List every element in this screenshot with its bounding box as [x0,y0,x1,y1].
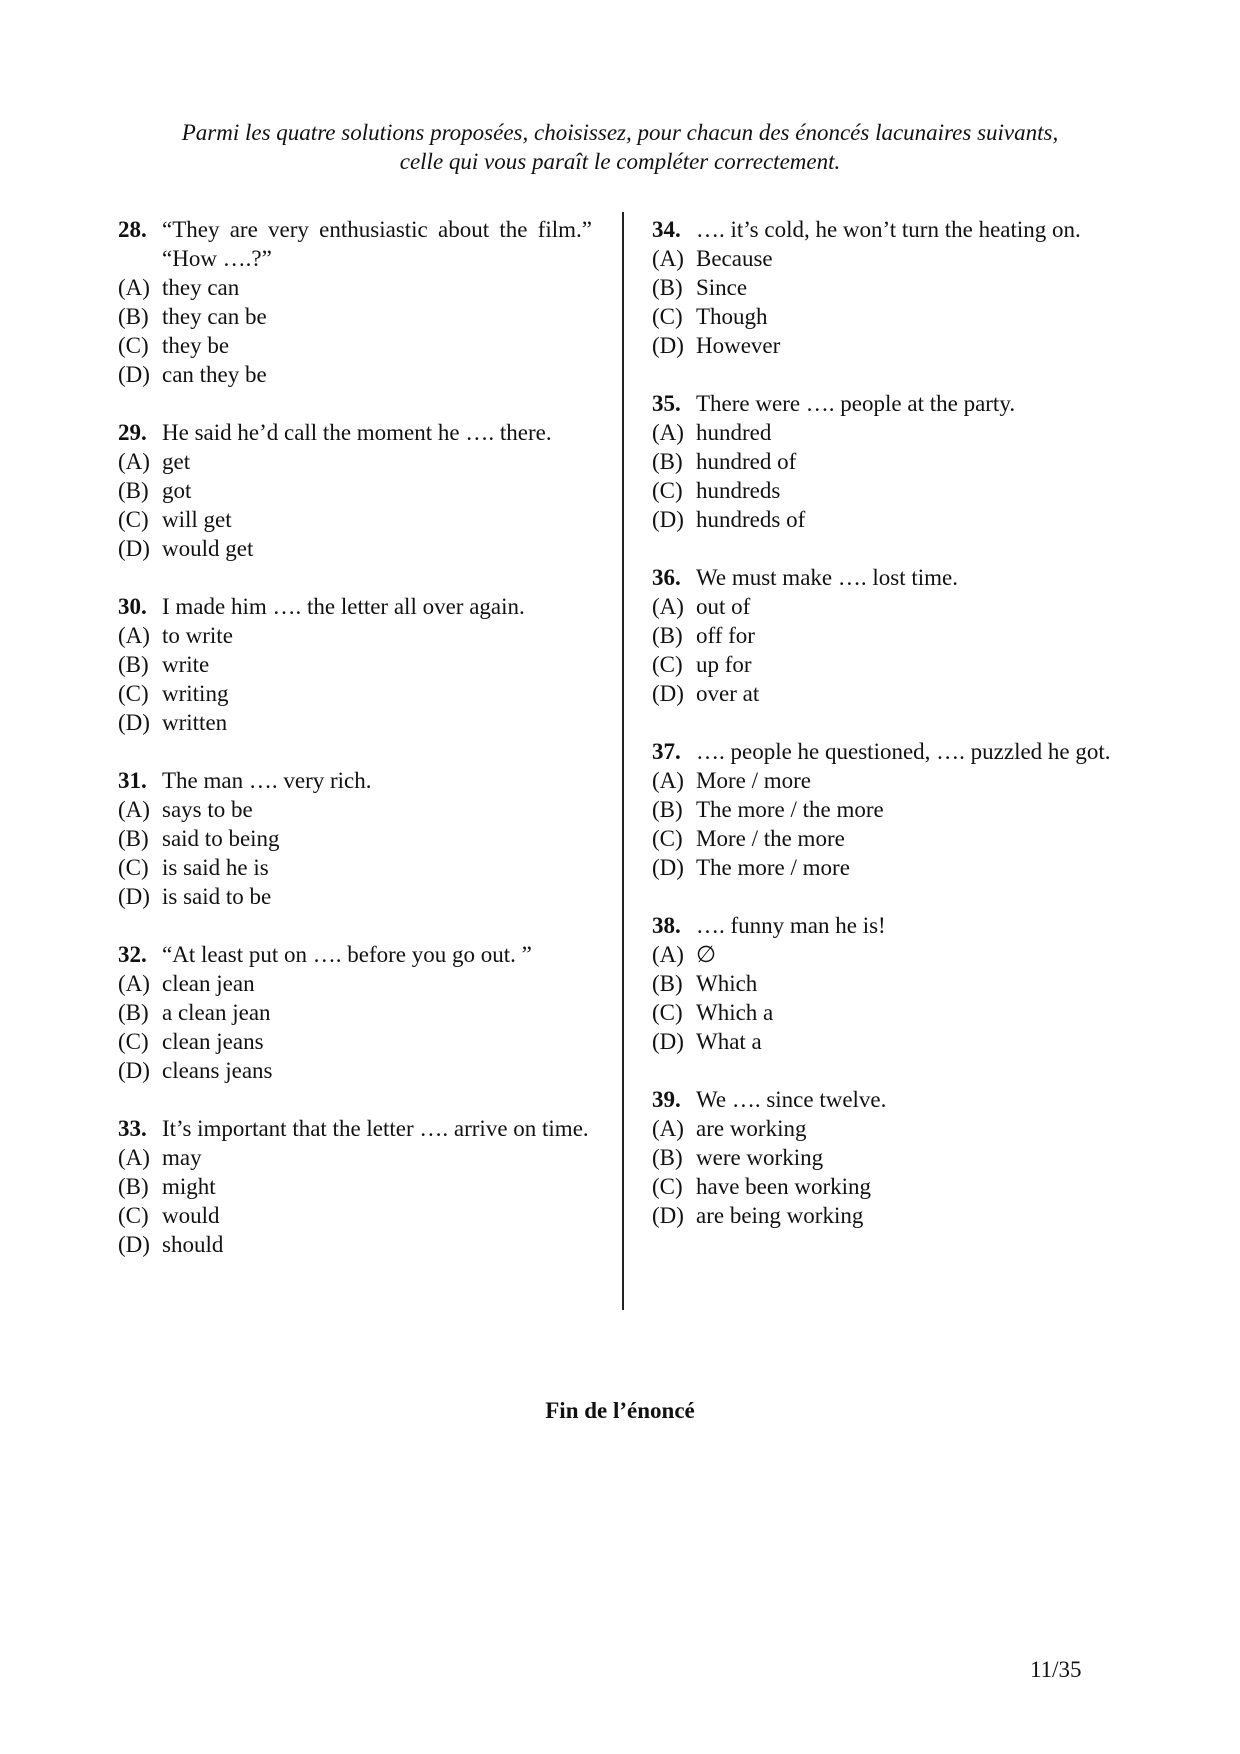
question-stem [118,1114,592,1143]
option-letter: (B) [118,478,149,503]
question-number: 30. [118,594,147,619]
option-text: Which [696,971,758,996]
instructions [0,118,1240,176]
question-39 [652,1085,1128,1230]
question-text: …. funny man he is! [696,913,886,938]
option-text: have been working [696,1174,871,1199]
option-letter: (C) [652,1174,683,1199]
option-letter: (A) [652,942,684,967]
question-29 [118,418,592,563]
option-text: should [162,1232,224,1257]
option-text: got [162,478,192,503]
question-number: 39. [652,1087,681,1112]
option-b [118,1172,592,1201]
option-b [118,302,592,331]
option-c [118,505,592,534]
option-text: The more / more [696,855,850,880]
option-text: are working [696,1116,807,1141]
option-text: clean jean [162,971,255,996]
question-stem [118,418,592,447]
option-letter: (B) [118,1174,149,1199]
option-text: write [162,652,210,677]
instructions-line-1: Parmi les quatre solutions proposées, choisissez, pour chacun des énoncés lacunaires suivants, [181,120,1059,145]
option-text: cleans jeans [162,1058,273,1083]
option-letter: (B) [118,826,149,851]
option-text: will get [162,507,232,532]
question-36 [652,563,1128,708]
option-letter: (B) [652,449,683,474]
option-letter: (C) [118,681,149,706]
option-text: hundreds [696,478,781,503]
option-a [652,1114,1128,1143]
question-text: It’s important that the letter …. arrive on time. [162,1116,589,1141]
question-number: 29. [118,420,147,445]
option-letter: (A) [118,623,150,648]
question-stem [652,1085,1128,1114]
option-letter: (A) [652,1116,684,1141]
option-letter: (D) [652,681,684,706]
option-text: Because [696,246,773,271]
option-text: More / the more [696,826,845,851]
option-text: they be [162,333,230,358]
option-text: get [162,449,191,474]
end-of-statement: Fin de l’énoncé [545,1398,695,1423]
column-divider [622,212,624,1310]
question-37 [652,737,1128,882]
option-letter: (C) [652,478,683,503]
option-letter: (A) [652,768,684,793]
question-text: “They are very enthusiastic about the film.” “How ….?” [162,217,592,271]
option-letter: (B) [118,1000,149,1025]
option-letter: (C) [118,1203,149,1228]
question-number: 32. [118,942,147,967]
option-text: they can be [162,304,267,329]
option-text: would get [162,536,254,561]
option-c [652,650,1128,679]
option-letter: (D) [652,855,684,880]
option-letter: (D) [118,1232,150,1257]
question-31 [118,766,592,911]
option-letter: (A) [652,420,684,445]
right-column [652,215,1128,1259]
option-d [118,1230,592,1259]
option-letter: (C) [652,652,683,677]
option-d [652,505,1128,534]
question-text: I made him …. the letter all over again. [162,594,525,619]
option-letter: (B) [652,623,683,648]
question-stem [652,737,1128,766]
option-text: said to being [162,826,280,851]
question-stem [652,911,1128,940]
option-d [118,1056,592,1085]
option-text: written [162,710,228,735]
question-number: 34. [652,217,681,242]
option-letter: (D) [652,333,684,358]
option-text: over at [696,681,760,706]
option-letter: (D) [652,1029,684,1054]
option-letter: (B) [652,275,683,300]
question-stem [652,389,1128,418]
option-text: off for [696,623,755,648]
question-number: 31. [118,768,147,793]
option-c [118,1027,592,1056]
option-c [118,331,592,360]
question-38 [652,911,1128,1056]
option-letter: (A) [118,1145,150,1170]
question-number: 38. [652,913,681,938]
option-letter: (C) [118,507,149,532]
question-35 [652,389,1128,534]
question-number: 37. [652,739,681,764]
option-text: hundred of [696,449,797,474]
option-a [652,418,1128,447]
option-letter: (C) [118,333,149,358]
option-text: they can [162,275,240,300]
option-letter: (A) [118,971,150,996]
option-a [118,1143,592,1172]
option-a [118,969,592,998]
option-b [652,273,1128,302]
option-text: were working [696,1145,824,1170]
question-text: …. people he questioned, …. puzzled he got. [696,739,1111,764]
option-text: to write [162,623,233,648]
option-letter: (C) [652,304,683,329]
option-text: can they be [162,362,267,387]
option-b [118,998,592,1027]
option-b [652,969,1128,998]
option-letter: (D) [118,884,150,909]
option-letter: (B) [118,304,149,329]
option-d [652,1201,1128,1230]
option-a [652,940,1128,969]
option-a [118,273,592,302]
option-d [652,853,1128,882]
option-text: However [696,333,781,358]
question-number: 33. [118,1116,147,1141]
empty-set-symbol: ∅ [696,942,717,967]
option-text: says to be [162,797,253,822]
option-letter: (B) [652,1145,683,1170]
option-c [652,302,1128,331]
question-stem [118,766,592,795]
option-c [652,824,1128,853]
question-stem [118,592,592,621]
option-letter: (D) [652,507,684,532]
option-c [118,853,592,882]
option-letter: (A) [652,594,684,619]
question-28 [118,215,592,389]
option-c [118,1201,592,1230]
option-letter: (B) [118,652,149,677]
option-text: hundreds of [696,507,806,532]
option-text: are being working [696,1203,864,1228]
option-a [652,244,1128,273]
option-text: is said to be [162,884,272,909]
option-c [652,476,1128,505]
option-c [652,1172,1128,1201]
question-stem [652,215,1128,244]
left-column [118,215,592,1288]
option-text: Which a [696,1000,774,1025]
option-letter: (D) [118,536,150,561]
option-text: The more / the more [696,797,884,822]
option-letter: (D) [652,1203,684,1228]
option-text: hundred [696,420,772,445]
option-b [652,1143,1128,1172]
option-c [652,998,1128,1027]
question-text: We must make …. lost time. [696,565,958,590]
option-text: Since [696,275,748,300]
option-a [118,795,592,824]
option-b [652,795,1128,824]
option-d [118,360,592,389]
option-text: clean jeans [162,1029,264,1054]
option-a [652,766,1128,795]
option-d [652,1027,1128,1056]
question-stem [118,940,592,969]
option-letter: (A) [118,275,150,300]
option-letter: (C) [652,1000,683,1025]
question-30 [118,592,592,737]
option-b [652,621,1128,650]
option-b [118,824,592,853]
option-d [118,882,592,911]
question-number: 35. [652,391,681,416]
option-letter: (C) [118,855,149,880]
option-text: might [162,1174,216,1199]
option-letter: (D) [118,710,150,735]
option-text: out of [696,594,751,619]
question-34 [652,215,1128,360]
question-stem [652,563,1128,592]
instructions-line-2: celle qui vous paraît le compléter correctement. [399,149,841,174]
option-letter: (B) [652,971,683,996]
option-a [118,447,592,476]
option-letter: (C) [118,1029,149,1054]
option-text: up for [696,652,752,677]
option-letter: (D) [118,362,150,387]
option-text: a clean jean [162,1000,271,1025]
question-text: There were …. people at the party. [696,391,1016,416]
option-b [118,476,592,505]
option-b [652,447,1128,476]
option-d [652,679,1128,708]
option-text: What a [696,1029,762,1054]
option-letter: (B) [652,797,683,822]
option-d [118,534,592,563]
option-text: would [162,1203,220,1228]
question-number: 36. [652,565,681,590]
option-letter: (A) [118,449,150,474]
question-text: “At least put on …. before you go out. ” [162,942,532,967]
option-b [118,650,592,679]
question-33 [118,1114,592,1259]
option-text: Though [696,304,768,329]
question-32 [118,940,592,1085]
question-text: The man …. very rich. [162,768,372,793]
option-text: is said he is [162,855,269,880]
option-c [118,679,592,708]
question-text: We …. since twelve. [696,1087,887,1112]
option-letter: (A) [652,246,684,271]
option-text: may [162,1145,202,1170]
question-number: 28. [118,217,147,242]
option-letter: (C) [652,826,683,851]
option-a [118,621,592,650]
page-number: 11/35 [1030,1657,1082,1682]
question-text: …. it’s cold, he won’t turn the heating on. [696,217,1081,242]
option-text: writing [162,681,229,706]
option-text: More / more [696,768,811,793]
option-a [652,592,1128,621]
option-d [652,331,1128,360]
option-letter: (D) [118,1058,150,1083]
question-text: He said he’d call the moment he …. there. [162,420,552,445]
option-d [118,708,592,737]
option-letter: (A) [118,797,150,822]
question-stem [118,215,592,273]
